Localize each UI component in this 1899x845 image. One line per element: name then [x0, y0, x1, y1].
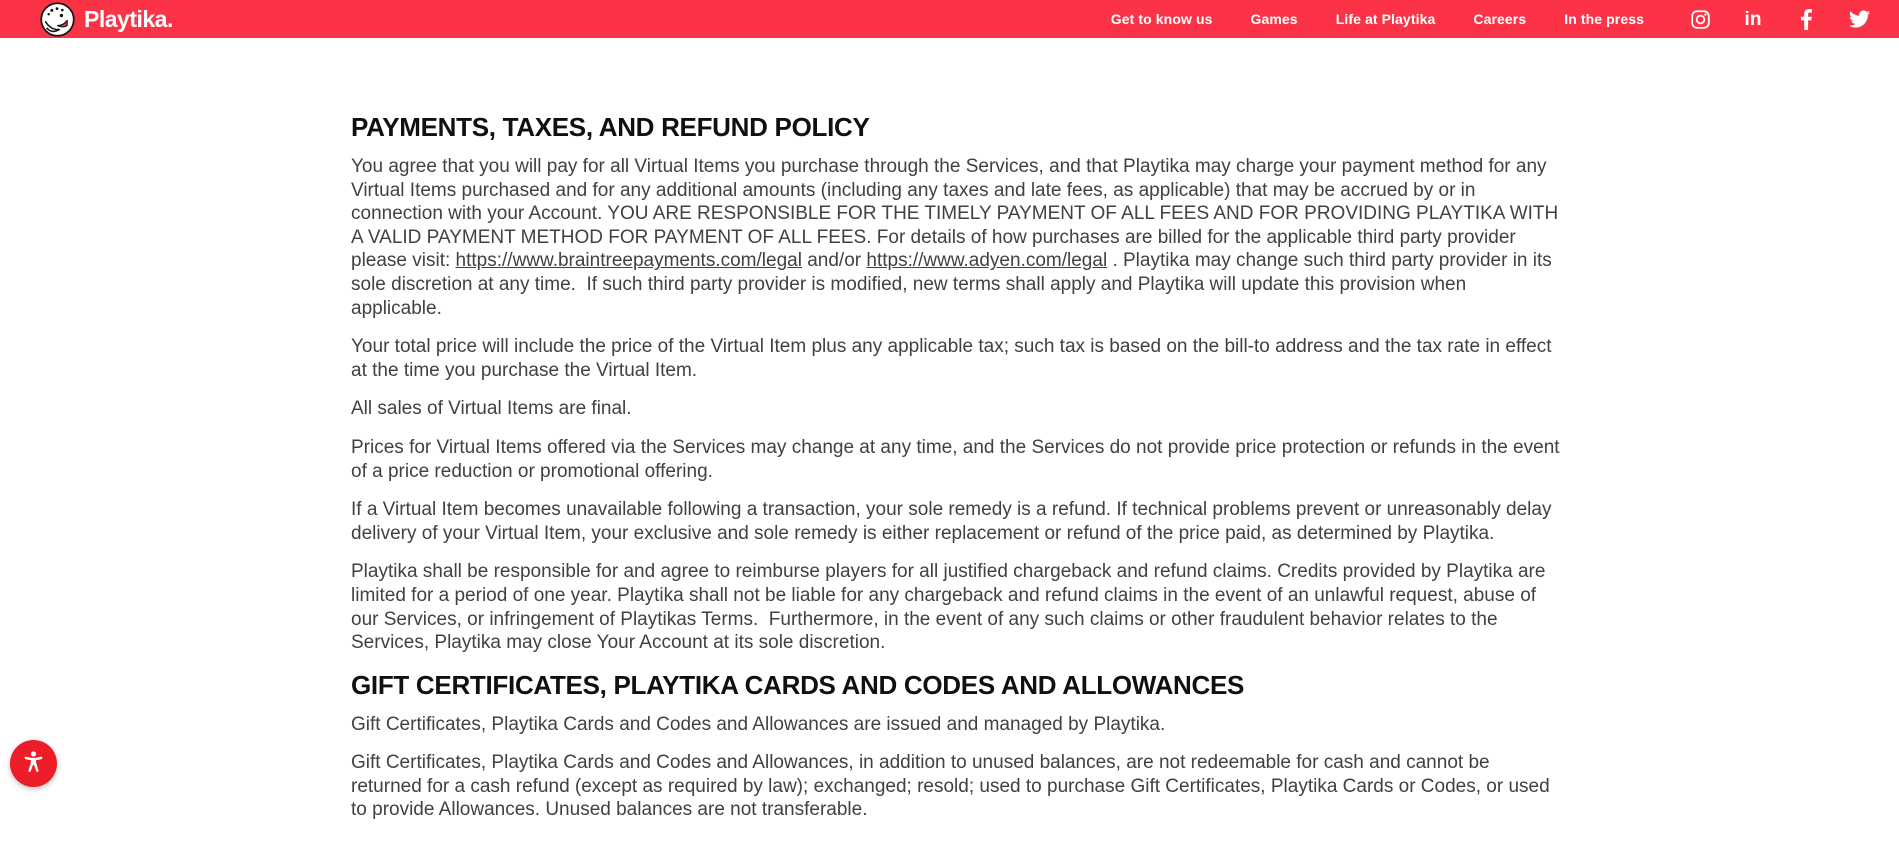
facebook-icon[interactable]: [1794, 7, 1818, 31]
policy-paragraph: [351, 436, 1565, 483]
policy-paragraph: [351, 751, 1561, 822]
nav-link-life-at-playtika[interactable]: Life at Playtika: [1335, 11, 1436, 27]
section-heading: GIFT CERTIFICATES, PLAYTIKA CARDS AND CODES AND ALLOWANCES: [351, 669, 1245, 700]
site-header: [0, 0, 1899, 38]
accessibility-widget-button[interactable]: [10, 740, 57, 787]
paragraph-text: Your total price will include the price of the Virtual Item plus any applicable tax; such tax is based on the bill-to address and the tax rate in effect at the time you purchase the Virtual Item.: [351, 336, 1557, 381]
paragraph-text: and/or: [801, 250, 867, 272]
policy-content: [351, 112, 1565, 822]
main-nav: [1111, 11, 1644, 27]
paragraph-text: All sales of Virtual Items are final.: [351, 398, 632, 420]
policy-paragraph: [351, 713, 1561, 737]
playtika-logo[interactable]: [40, 2, 173, 37]
nav-link-careers[interactable]: Careers: [1473, 11, 1527, 27]
instagram-icon[interactable]: [1688, 7, 1712, 31]
paragraph-text: Gift Certificates, Playtika Cards and Codes and Allowances, in addition to unused balances, are not redeemable for cash and cannot be returned for a cash refund (except as required by law); exchanged; resold; used to purchase Gift Certificates, Playtika Cards or Codes, or used to provide Allowances. Unused balances are not transferable.: [351, 752, 1555, 821]
section-heading: PAYMENTS, TAXES, AND REFUND POLICY: [351, 112, 870, 142]
policy-paragraph: [351, 498, 1561, 545]
paragraph-text: Playtika shall be responsible for and agree to reimburse players for all justified chargeback and refund claims. Credits provided by Playtika are limited for a period of one year. Playtika shall not be liable for any chargeback and refund claims in the event of an unlawful request, abuse of our Services, or infringement of Playtikas Terms. Furthermore, in the event of any such claims or other fraudulent behavior relates to the Services, Playtika may close Your Account at its sole discretion.: [351, 561, 1551, 654]
paragraph-text: Gift Certificates, Playtika Cards and Codes and Allowances are issued and managed by Playtika.: [351, 713, 1166, 735]
policy-paragraph: [351, 155, 1561, 320]
paragraph-text: You agree that you will pay for all Virtual Items you purchase through the Services, and that Playtika may charge your payment method for any Virtual Items purchased and for any additional amounts (including any taxes and late fees, as applicable) that may be accrued by or in connection with your Account. YOU ARE RESPONSIBLE FOR THE TIMELY PAYMENT OF ALL FEES AND FOR PROVIDING PLAYTIKA WITH A VALID PAYMENT METHOD FOR PAYMENT OF ALL FEES. For details of how purchases are billed for the applicable third party provider please visit:: [351, 156, 1563, 272]
paragraph-text: If a Virtual Item becomes unavailable following a transaction, your sole remedy is a refund. If technical problems prevent or unreasonably delay delivery of your Virtual Item, your exclusive and sole remedy is either replacement or refund of the price paid, as determined by Playtika.: [351, 499, 1557, 544]
brand-wordmark: Playtika.: [84, 5, 173, 32]
nav-link-get-to-know-us[interactable]: Get to know us: [1110, 11, 1213, 27]
linkedin-icon[interactable]: in: [1744, 8, 1762, 30]
policy-paragraph: [351, 560, 1561, 654]
policy-paragraph: [351, 397, 1561, 421]
main-content: [0, 38, 1899, 822]
twitter-icon[interactable]: [1847, 7, 1871, 31]
accessibility-person-icon: [20, 749, 47, 779]
paragraph-text: . Playtika may change such third party provider in its sole discretion at any time. If such third party provider is modified, new terms shall apply and Playtika will update this provision when applicable.: [351, 250, 1558, 319]
nav-link-games[interactable]: Games: [1250, 11, 1298, 27]
legal-link[interactable]: https://www.braintreepayments.com/legal: [455, 250, 802, 272]
playtika-leopard-icon: [40, 2, 75, 37]
nav-link-in-the-press[interactable]: In the press: [1564, 11, 1644, 27]
social-nav: [1688, 7, 1871, 31]
legal-link[interactable]: https://www.adyen.com/legal: [866, 250, 1108, 272]
paragraph-text: Prices for Virtual Items offered via the Services may change at any time, and the Services do not provide price protection or refunds in the event of a price reduction or promotional offering.: [351, 436, 1565, 482]
policy-paragraph: [351, 335, 1561, 382]
